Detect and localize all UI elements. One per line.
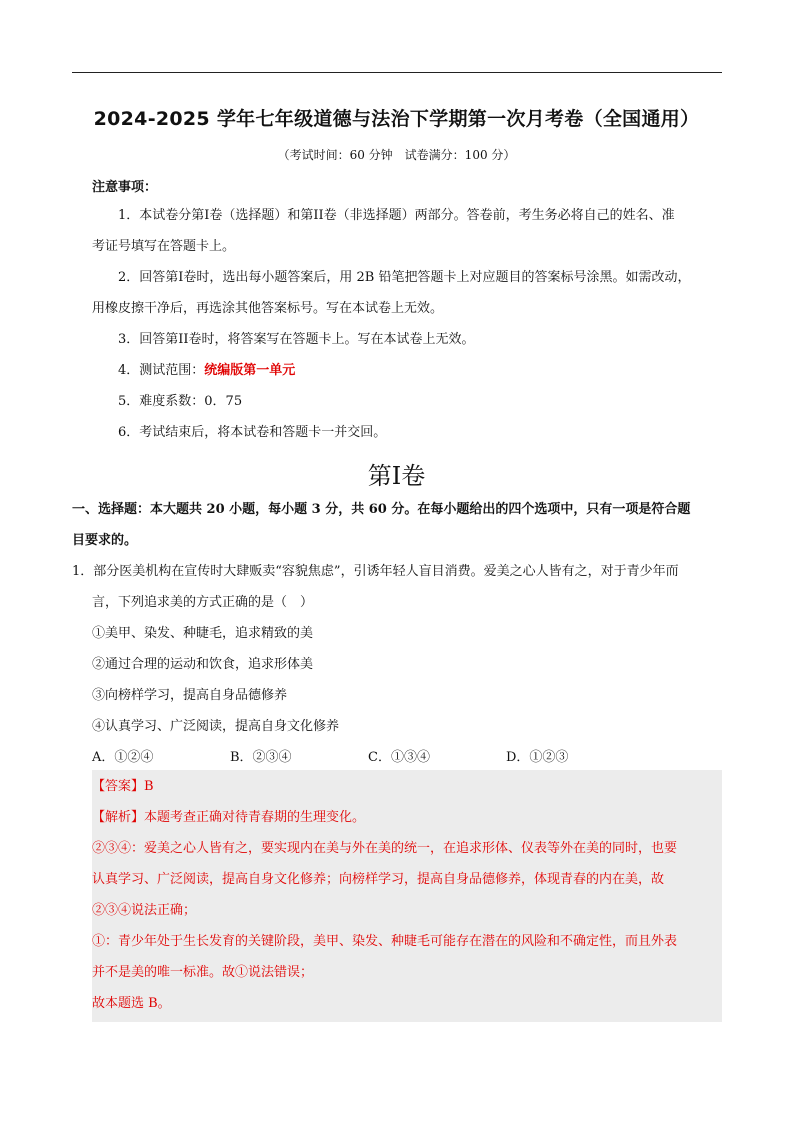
section-heading-line-1: 一、选择题：本大题共 20 小题，每小题 3 分，共 60 分。在每小题给出的四个选项中，只有一项是符合题 [72, 502, 691, 517]
notice-item-3: 3．回答第II卷时，将答案写在答题卡上。写在本试卷上无效。 [118, 332, 475, 347]
notice-heading: 注意事项： [92, 180, 158, 195]
analysis-body-1: ②③④：爱美之心人皆有之，要实现内在美与外在美的统一，在追求形体、仪表等外在美的同时，也要 [92, 841, 678, 856]
notice-item-2-line-1: 2．回答第I卷时，选出每小题答案后，用 2B 铅笔把答题卡上对应题目的答案标号涂黑。如需改动， [118, 270, 691, 285]
notice-item-4 [92, 355, 724, 386]
analysis-body-5: 并不是美的唯一标准。故①说法错误； [92, 965, 314, 980]
notice-item-6: 6．考试结束后，将本试卷和答题卡一并交回。 [118, 425, 387, 440]
analysis-body-4: ①：青少年处于生长发育的关键阶段，美甲、染发、种睫毛可能存在潜在的风险和不确定性，而且外表 [92, 934, 678, 949]
exam-info: （考试时间：60 分钟 试卷满分：100 分） [277, 148, 516, 162]
question-stem-line-2: 言，下列追求美的方式正确的是（ ） [92, 595, 314, 610]
statement-4: ④认真学习、广泛阅读，提高自身文化修养 [92, 719, 340, 734]
page-title: 2024-2025 学年七年级道德与法治下学期第一次月考卷（全国通用） [93, 108, 700, 130]
question-stem-line-1: 1．部分医美机构在宣传时大肆贩卖“容貌焦虑”，引诱年轻人盲目消费。爱美之心人皆有之，对于青少年而 [72, 564, 679, 579]
statement-3: ③向榜样学习，提高自身品德修养 [92, 688, 288, 703]
notice-item-2-line-2: 用橡皮擦干净后，再选涂其他答案标号。写在本试卷上无效。 [92, 301, 444, 316]
analysis-line: 【解析】本题考查正确对待青春期的生理变化。 [92, 810, 366, 825]
statement-2: ②通过合理的运动和饮食，追求形体美 [92, 657, 314, 672]
option-a: A．①②④ [92, 750, 154, 765]
analysis-body-3: ②③④说法正确； [92, 903, 197, 918]
section-heading [72, 494, 724, 556]
option-d: D．①②③ [506, 750, 569, 765]
statement-1: ①美甲、染发、种睫毛，追求精致的美 [92, 626, 314, 641]
analysis-body-6: 故本题选 B。 [92, 996, 171, 1011]
option-b: B．②③④ [230, 750, 292, 765]
notice-item-5: 5．难度系数：0．75 [118, 394, 243, 409]
notice-item-1-line-1: 1．本试卷分第I卷（选择题）和第II卷（非选择题）两部分。答卷前，考生务必将自己的姓名、准 [118, 208, 675, 223]
analysis-body-2: 认真学习、广泛阅读，提高自身文化修养；向榜样学习，提高自身品德修养，体现青春的内在美，故 [92, 872, 665, 887]
answer-line: 【答案】B [92, 779, 154, 794]
section-heading-line-2: 目要求的。 [72, 533, 138, 548]
part-title: 第I卷 [367, 462, 426, 490]
options-row [72, 742, 724, 773]
option-c: C．①③④ [368, 750, 430, 765]
notice-item-4-prefix: 4．测试范围： [118, 363, 205, 378]
notice-list [92, 200, 724, 448]
answer-box [92, 770, 722, 1022]
top-rule [72, 72, 722, 73]
notice-item-1-line-2: 考证号填写在答题卡上。 [92, 239, 236, 254]
question-1 [72, 556, 724, 773]
test-scope: 统编版第一单元 [204, 363, 296, 378]
